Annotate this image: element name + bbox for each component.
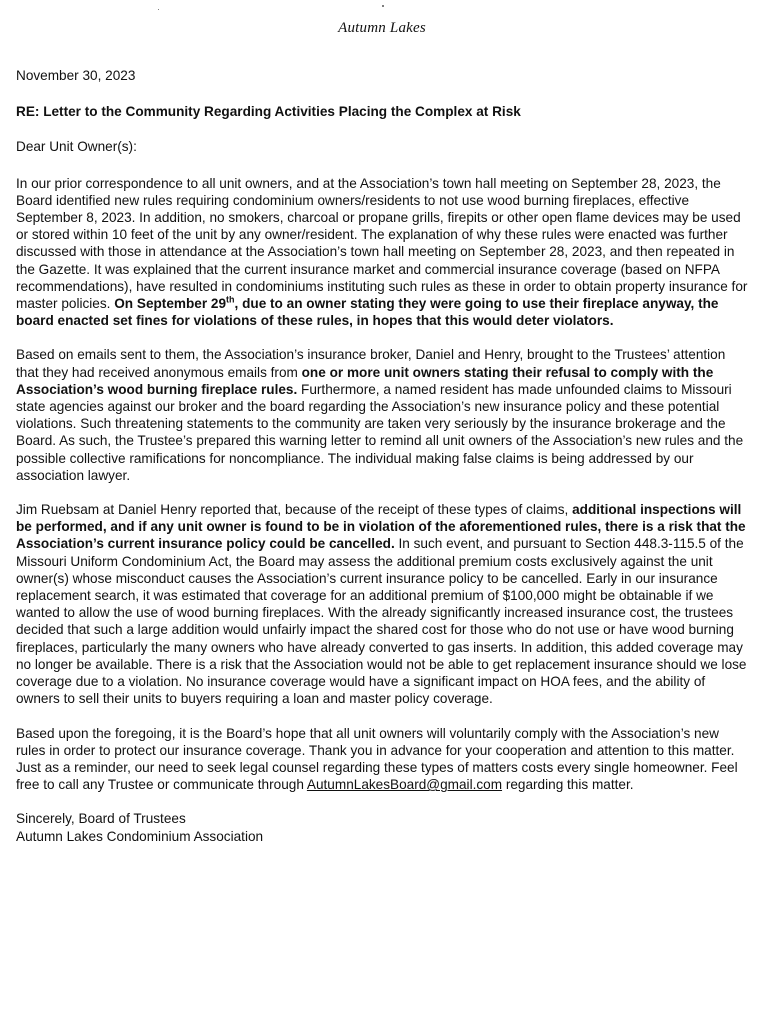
paragraph-2-text-b: Furthermore, a named resident has made unfounded claims to Missouri state agencies against our broker and the board regarding the Association’s new insurance policy and these potential violations. Such threatening statements to the community are taken very seriously by the insurance brokerage and the Board. As such, the Trustee’s prepared this warning letter to remind all unit owners of the Association’s new rules and the possible collective ramifications for noncompliance. The individual making false claims is being addressed by our association lawyer.: [16, 381, 744, 483]
paragraph-3-bold: additional inspections will be performed, and if any unit owner is found to be in violation of the aforementioned rules, there is a risk that the Association’s current insurance policy could be cancelled.: [16, 502, 746, 552]
letter-subject: RE: Letter to the Community Regarding Activities Placing the Complex at Risk: [16, 104, 521, 120]
paragraph-3-text-a: Jim Ruebsam at Daniel Henry reported that, because of the receipt of these types of claims,: [16, 502, 573, 518]
paragraph-4-text-b: regarding this matter.: [502, 777, 634, 793]
letter-salutation: Dear Unit Owner(s):: [16, 139, 137, 155]
paragraph-4: [16, 725, 748, 794]
scan-speck: [382, 5, 384, 7]
paragraph-1-text: In our prior correspondence to all unit owners, and at the Association’s town hall meeting on September 28, 2023, the Board identified new rules requiring condominium owners/residents to not use wood burning fireplaces, effective September 8, 2023. In addition, no smokers, charcoal or propane grills, firepits or other open flame devices may be used or stored within 10 feet of the unit by any owner/resident. The explanation of why these rules were enacted was further discussed with those in attendance at the Association’s town hall meeting on September 28, 2023, and then repeated in the Gazette. It was explained that the current insurance market and commercial insurance coverage (based on NFPA recommendations), have resulted in condominiums instituting such rules as these in order to obtain property insurance for master policies.: [16, 175, 748, 312]
paragraph-1-bold: On September 29th, due to an owner stating they were going to use their fireplace anyway, the board enacted set fines for violations of these rules, in hopes that this would deter violators.: [16, 294, 719, 329]
paragraph-1: [16, 175, 748, 330]
letterhead-logo: Autumn Lakes: [338, 20, 426, 36]
paragraph-2: [16, 346, 748, 484]
letter-body: [16, 67, 748, 845]
paragraph-4-text-a: Based upon the foregoing, it is the Board’s hope that all unit owners will voluntarily comply with the Association’s new rules in order to protect our insurance coverage. Thank you in advance for your cooperation and attention to this matter. Just as a reminder, our need to seek legal counsel regarding these types of matters costs every single homeowner. Feel free to call any Trustee or communicate through: [16, 725, 738, 793]
paragraph-2-text-a: Based on emails sent to them, the Association’s insurance broker, Daniel and Henry, brought to the Trustees’ attention that they had received anonymous emails from: [16, 347, 726, 380]
closing-line-2: Autumn Lakes Condominium Association: [16, 828, 264, 844]
board-email-link[interactable]: AutumnLakesBoard@gmail.com: [306, 777, 503, 793]
closing-line-1: Sincerely, Board of Trustees: [16, 811, 186, 827]
paragraph-3-text-b: In such event, and pursuant to Section 448.3-115.5 of the Missouri Uniform Condominium Act, the Board may assess the additional premium costs exclusively against the unit owner(s) whose misconduct causes the Association’s current insurance policy to be cancelled. Early in our insurance replacement search, it was estimated that coverage for an additional premium of $100,000 might be obtainable if we wanted to allow the use of wood burning fireplaces. With the already significantly increased insurance cost, the trustees decided that such a large addition would unfairly impact the shared cost for those who do not use or have wood burning fireplaces, particularly the many owners who have already converted to gas inserts. In addition, this added coverage may no longer be available. There is a risk that the Association would not be able to get replacement insurance should we lose coverage due to a violation. No insurance coverage would have a significant impact on HOA fees, and the ability of owners to sell their units to buyers requiring a loan and master policy coverage.: [16, 536, 747, 707]
letter-date: November 30, 2023: [16, 68, 136, 83]
paragraph-2-bold: one or more unit owners stating their refusal to comply with the Association’s wood burning fireplace rules.: [16, 364, 714, 397]
scan-speck: [158, 9, 159, 10]
paragraph-3: [16, 501, 748, 707]
